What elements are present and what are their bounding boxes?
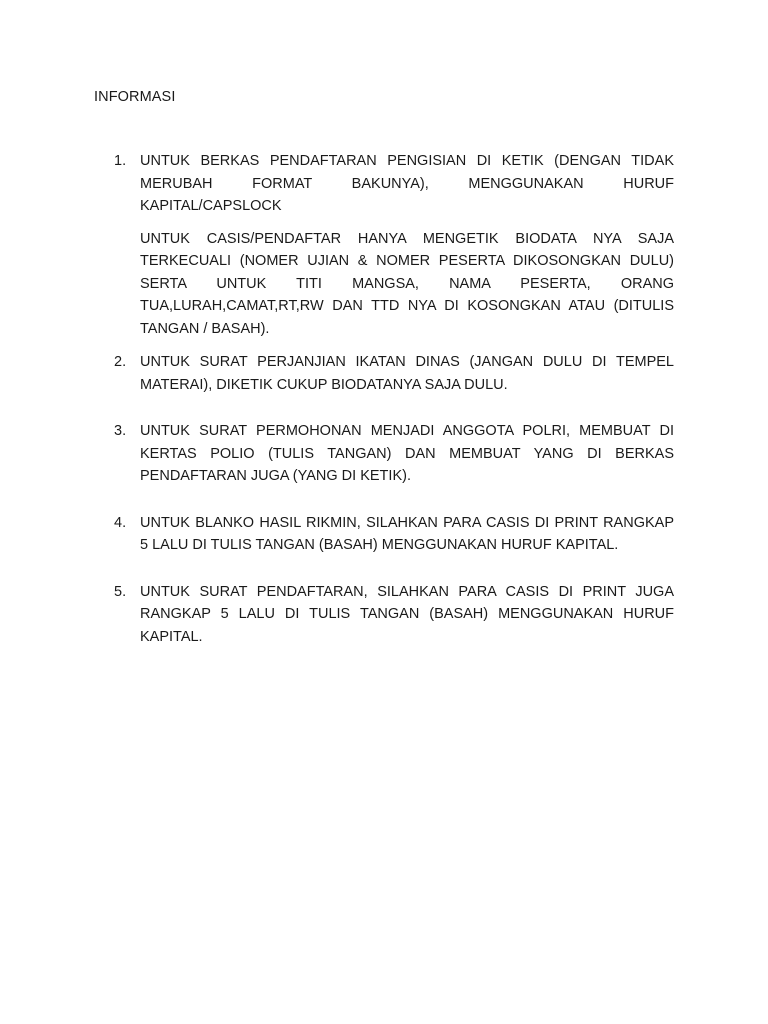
list-item — [94, 420, 674, 488]
document-title: INFORMASI — [94, 89, 176, 105]
list-item — [94, 351, 674, 396]
list-item-paragraph: UNTUK CASIS/PENDAFTAR HANYA MENGETIK BIODATA NYA SAJA TERKECUALI (NOMER UJIAN & NOMER PESERTA DIKOSONGKAN DULU) SERTA UNTUK TITI MANGSA, NAMA PESERTA, ORANG TUA,LURAH,CAMAT,RT,RW DAN TTD NYA DI KOSONGKAN ATAU (DITULIS TANGAN / BASAH). — [140, 230, 674, 337]
list-item-number: 4. — [114, 514, 127, 531]
list-item-number: 1. — [114, 153, 127, 169]
list-item-number: 3. — [114, 423, 127, 439]
list-item-number: 2. — [114, 354, 127, 370]
list-item-paragraph: UNTUK BLANKO HASIL RIKMIN, SILAHKAN PARA CASIS DI PRINT RANGKAP 5 LALU DI TULIS TANGAN (BASAH) MENGGUNAKAN HURUF KAPITAL. — [140, 514, 674, 553]
information-list — [94, 150, 674, 648]
list-item — [94, 512, 674, 557]
list-item — [94, 581, 674, 649]
list-item — [94, 150, 674, 340]
list-item-paragraph: UNTUK SURAT PERMOHONAN MENJADI ANGGOTA POLRI, MEMBUAT DI KERTAS POLIO (TULIS TANGAN) DAN MEMBUAT YANG DI BERKAS PENDAFTARAN JUGA (YANG DI KETIK). — [140, 423, 674, 484]
list-item-paragraph: UNTUK SURAT PENDAFTARAN, SILAHKAN PARA CASIS DI PRINT JUGA RANGKAP 5 LALU DI TULIS TANGAN (BASAH) MENGGUNAKAN HURUF KAPITAL. — [140, 583, 674, 645]
list-item-number: 5. — [114, 583, 127, 600]
list-item-paragraph: UNTUK BERKAS PENDAFTARAN PENGISIAN DI KETIK (DENGAN TIDAK MERUBAH FORMAT BAKUNYA), MENGGUNAKAN HURUF KAPITAL/CAPSLOCK — [140, 153, 674, 214]
list-item-paragraph: UNTUK SURAT PERJANJIAN IKATAN DINAS (JANGAN DULU DI TEMPEL MATERAI), DIKETIK CUKUP BIODATANYA SAJA DULU. — [140, 354, 674, 393]
